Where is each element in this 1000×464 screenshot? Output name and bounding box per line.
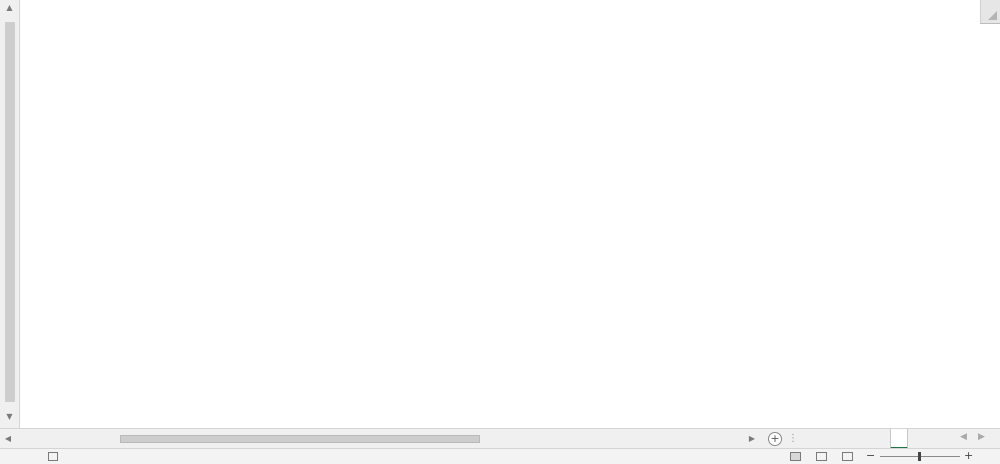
vertical-scrollbar[interactable] xyxy=(0,0,20,428)
tab-sheet1[interactable] xyxy=(890,429,908,449)
page-layout-view-icon[interactable] xyxy=(816,452,827,461)
select-all-corner[interactable] xyxy=(980,0,1000,24)
scroll-right-icon[interactable]: ▶ xyxy=(748,434,756,443)
tab-separator: ⋮ xyxy=(788,433,798,444)
status-bar xyxy=(0,448,1000,464)
tab-sheet2[interactable] xyxy=(847,429,863,449)
macro-record-icon[interactable] xyxy=(48,452,58,461)
scroll-down-icon[interactable]: ▼ xyxy=(6,412,13,421)
tab-nav-left-icon[interactable]: ◀ xyxy=(960,432,967,442)
page-break-view-icon[interactable] xyxy=(842,452,853,461)
sheet-tab-bar xyxy=(0,428,1000,448)
tab-sheet3[interactable] xyxy=(806,429,822,449)
plus-icon[interactable]: + xyxy=(768,432,782,446)
zoom-out-icon[interactable]: − xyxy=(866,449,876,462)
scroll-left-icon[interactable]: ◀ xyxy=(4,434,12,443)
vertical-scroll-thumb[interactable] xyxy=(5,22,15,402)
tab-nav-right-icon[interactable]: ▶ xyxy=(978,432,985,442)
horizontal-scrollbar[interactable] xyxy=(0,432,760,446)
horizontal-scroll-thumb[interactable] xyxy=(120,435,480,443)
zoom-slider-knob[interactable] xyxy=(918,452,921,461)
normal-view-icon[interactable] xyxy=(790,452,801,461)
scroll-up-icon[interactable]: ▲ xyxy=(6,3,13,12)
zoom-in-icon[interactable]: + xyxy=(964,449,974,462)
